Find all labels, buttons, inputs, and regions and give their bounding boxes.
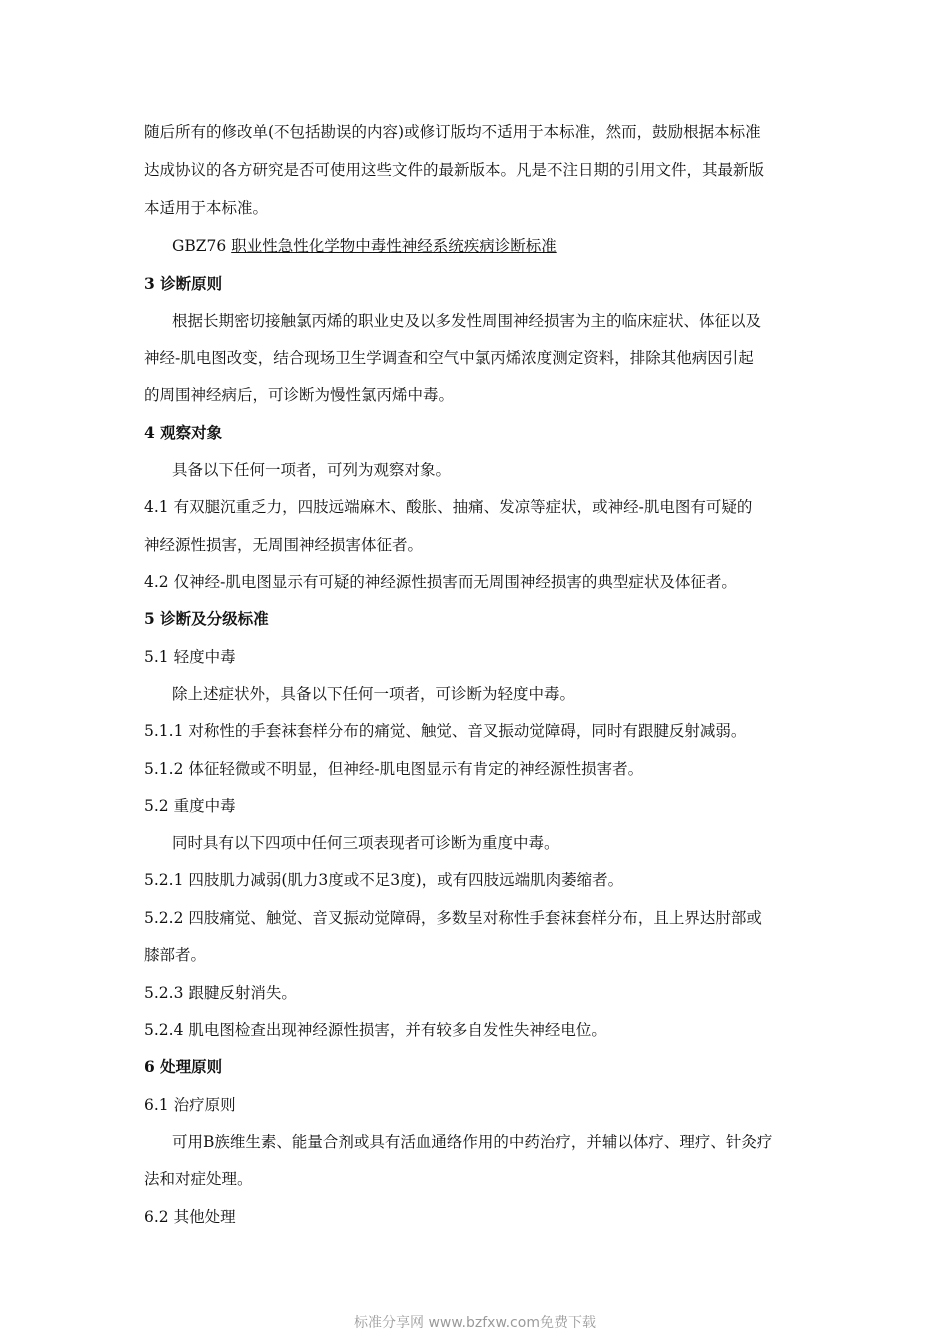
- section-3-line-1: 根据长期密切接触氯丙烯的职业史及以多发性周围神经损害为主的临床症状、体征以及: [172, 312, 762, 330]
- item-5-1-2: 5.1.2 体征轻微或不明显，但神经-肌电图显示有肯定的神经源性损害者。: [144, 760, 644, 778]
- subsection-6-1-line-2: 法和对症处理。: [144, 1170, 253, 1188]
- item-4-2: 4.2 仅神经-肌电图显示有可疑的神经源性损害而无周围神经损害的典型症状及体征者。: [144, 573, 737, 591]
- section-3-line-2: 神经-肌电图改变，结合现场卫生学调查和空气中氯丙烯浓度测定资料，排除其他病因引起: [144, 349, 754, 367]
- section-4-intro: 具备以下任何一项者，可列为观察对象。: [172, 461, 452, 479]
- item-4-1-line-2: 神经源性损害，无周围神经损害体征者。: [144, 536, 424, 554]
- item-5-2-2-line-2: 膝部者。: [144, 946, 207, 964]
- item-5-1-1: 5.1.1 对称性的手套袜套样分布的痛觉、触觉、音叉振动觉障碍，同时有跟腱反射减弱。: [144, 722, 747, 740]
- section-3-heading: 3 诊断原则: [144, 274, 223, 293]
- subsection-6-1-heading: 6.1 治疗原则: [144, 1096, 236, 1114]
- intro-line-2: 达成协议的各方研究是否可使用这些文件的最新版本。凡是不注日期的引用文件，其最新版: [144, 161, 765, 179]
- reference-title: 职业性急性化学物中毒性神经系统疾病诊断标准: [231, 237, 557, 255]
- item-5-2-4: 5.2.4 肌电图检查出现神经源性损害，并有较多自发性失神经电位。: [144, 1021, 607, 1039]
- item-4-1-line-1: 4.1 有双腿沉重乏力，四肢远端麻木、酸胀、抽痛、发凉等症状，或神经-肌电图有可疑的: [144, 498, 753, 516]
- subsection-6-1-line-1: 可用B族维生素、能量合剂或具有活血通络作用的中药治疗，并辅以体疗、理疗、针灸疗: [172, 1133, 773, 1151]
- subsection-5-1-heading: 5.1 轻度中毒: [144, 648, 236, 666]
- subsection-5-2-heading: 5.2 重度中毒: [144, 797, 236, 815]
- item-5-2-1: 5.2.1 四肢肌力减弱(肌力3度或不足3度)，或有四肢远端肌肉萎缩者。: [144, 871, 624, 889]
- reference-code: GBZ76: [172, 237, 227, 255]
- subsection-6-2-heading: 6.2 其他处理: [144, 1208, 236, 1226]
- section-6-heading: 6 处理原则: [144, 1057, 223, 1076]
- section-4-heading: 4 观察对象: [144, 423, 223, 442]
- section-5-heading: 5 诊断及分级标准: [144, 609, 269, 628]
- item-5-2-3: 5.2.3 跟腱反射消失。: [144, 984, 297, 1002]
- subsection-5-2-intro: 同时具有以下四项中任何三项表现者可诊断为重度中毒。: [172, 834, 560, 852]
- intro-line-3: 本适用于本标准。: [144, 199, 269, 217]
- section-3-line-3: 的周围神经病后，可诊断为慢性氯丙烯中毒。: [144, 386, 455, 404]
- subsection-5-1-intro: 除上述症状外，具备以下任何一项者，可诊断为轻度中毒。: [172, 685, 576, 703]
- footer-watermark: 标准分享网 www.bzfxw.com免费下载: [354, 1315, 596, 1331]
- normative-reference: [172, 235, 852, 257]
- intro-line-1: 随后所有的修改单(不包括勘误的内容)或修订版均不适用于本标准，然而，鼓励根据本标准: [144, 123, 761, 141]
- item-5-2-2-line-1: 5.2.2 四肢痛觉、触觉、音叉振动觉障碍，多数呈对称性手套袜套样分布，且上界达肘部或: [144, 909, 762, 927]
